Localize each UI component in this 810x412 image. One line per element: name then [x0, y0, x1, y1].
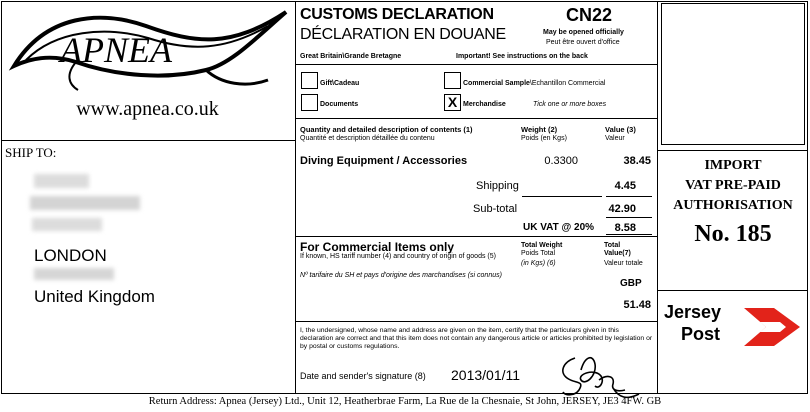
currency: GBP: [620, 278, 642, 289]
fish-logo-icon: [6, 4, 292, 94]
subtotal-value: 42.90: [608, 203, 636, 215]
weight-header: Weight (2): [521, 125, 558, 134]
shipping-value-underline: [606, 196, 652, 197]
total-value-header: Total Value(7): [604, 242, 631, 257]
total-weight-header: Total Weight: [521, 242, 563, 249]
ship-to-divider: [1, 140, 295, 141]
website-url[interactable]: www.apnea.co.uk: [76, 98, 219, 120]
item-weight: 0.3300: [544, 155, 578, 167]
total-weight-header-fr: Poids Total: [521, 250, 556, 257]
declaration-date[interactable]: 2013/01/11: [451, 367, 521, 383]
subtotal-label: Sub-total: [473, 203, 518, 215]
shipping-value: 4.45: [614, 180, 636, 192]
vat-box-line2: VAT PRE-PAID: [685, 178, 781, 193]
ship-to-label: SHIP TO:: [5, 145, 57, 160]
subtotal-underline: [606, 217, 652, 218]
gift-checkbox[interactable]: [301, 72, 318, 89]
date-signature-label: Date and sender's signature (8): [300, 371, 426, 381]
total-value-header-fr: Valeur totale: [604, 260, 643, 267]
merchandise-checkbox[interactable]: X: [444, 94, 461, 111]
qty-desc-header: Quantity and detailed description of contents (1): [300, 125, 473, 134]
documents-label: Documents: [320, 101, 359, 108]
stamp-box: [661, 3, 805, 145]
address-postcode-redaction: [34, 268, 114, 280]
item-description: Diving Equipment / Accessories: [300, 155, 468, 167]
gift-label: Gift\Cadeau: [320, 80, 360, 87]
weight-header-fr: Poids (en Kgs): [521, 135, 567, 142]
category-divider: [296, 118, 657, 119]
vat-box-top: [658, 150, 808, 151]
vat-box-line3: AUTHORISATION: [673, 198, 793, 213]
jersey-post-line1: Jersey: [664, 302, 722, 322]
total-weight-unit: (in Kgs) (6): [521, 260, 556, 267]
items-divider: [296, 236, 657, 237]
signature-icon: [555, 350, 645, 402]
origin-country: Great Britain\Grande Bretagne: [300, 53, 402, 60]
vat-value: 8.58: [614, 222, 636, 234]
commercial-divider: [296, 321, 657, 322]
jersey-post-line2: Post: [681, 324, 721, 344]
form-code: CN22: [566, 5, 613, 25]
vat-underline: [606, 234, 652, 235]
apnea-logo: [6, 4, 292, 94]
merchandise-label: Merchandise: [463, 101, 506, 108]
header-divider: [296, 64, 657, 65]
tick-note: Tick one or more boxes: [533, 101, 607, 108]
value-header: Value (3): [605, 125, 636, 134]
commercial-note: If known, HS tariff number (4) and country of origin of goods (5): [300, 253, 496, 260]
address-country: United Kingdom: [34, 287, 155, 306]
open-note-fr: Peut être ouvert d'office: [546, 39, 620, 46]
jersey-post-arrow-icon: [742, 304, 804, 350]
commercial-sample-checkbox[interactable]: [444, 72, 461, 89]
commercial-sample-label: Commercial Sample\Echantillon Commercial: [463, 80, 606, 87]
qty-desc-header-fr: Quantité et description détaillée du contenu: [300, 135, 435, 142]
important-note: Important! See instructions on the back: [456, 53, 588, 60]
vat-box-line1: IMPORT: [704, 158, 762, 173]
shipping-label: Shipping: [476, 180, 519, 192]
item-value: 38.45: [623, 155, 651, 167]
certification-text: I, the undersigned, whose name and address are given on the item, certify that the particulars given in this declaration are correct and that this item does not contain any dangerous article or articles prohibited by legislation or by postal or customs regulations.: [300, 327, 653, 350]
open-note: May be opened officially: [543, 29, 624, 36]
divider-left: [295, 1, 296, 394]
vat-box-bottom: [658, 290, 808, 291]
address-city: LONDON: [34, 246, 107, 265]
documents-checkbox[interactable]: [301, 94, 318, 111]
address-redaction: [30, 170, 150, 250]
return-address: Return Address: Apnea (Jersey) Ltd., Unit 12, Heatherbrae Farm, La Rue de la Chesnaie, St John, JERSEY, JE3 4FW. GB: [148, 396, 662, 407]
form-title: CUSTOMS DECLARATION: [300, 6, 494, 23]
commercial-note-fr: Nº tarifaire du SH et pays d'origine des marchandises (si connus): [300, 272, 502, 279]
value-header-fr: Valeur: [605, 135, 625, 142]
total-value: 51.48: [623, 299, 651, 311]
shipping-underline: [522, 196, 602, 197]
signature: [555, 350, 645, 402]
commercial-title: For Commercial Items only: [300, 240, 455, 254]
form-title-fr: DÉCLARATION EN DOUANE: [300, 26, 506, 43]
jersey-post-logo: [742, 304, 804, 350]
vat-label: UK VAT @ 20%: [523, 222, 595, 233]
logo-text: APNEA: [60, 30, 172, 70]
vat-box-number: No. 185: [694, 221, 772, 247]
